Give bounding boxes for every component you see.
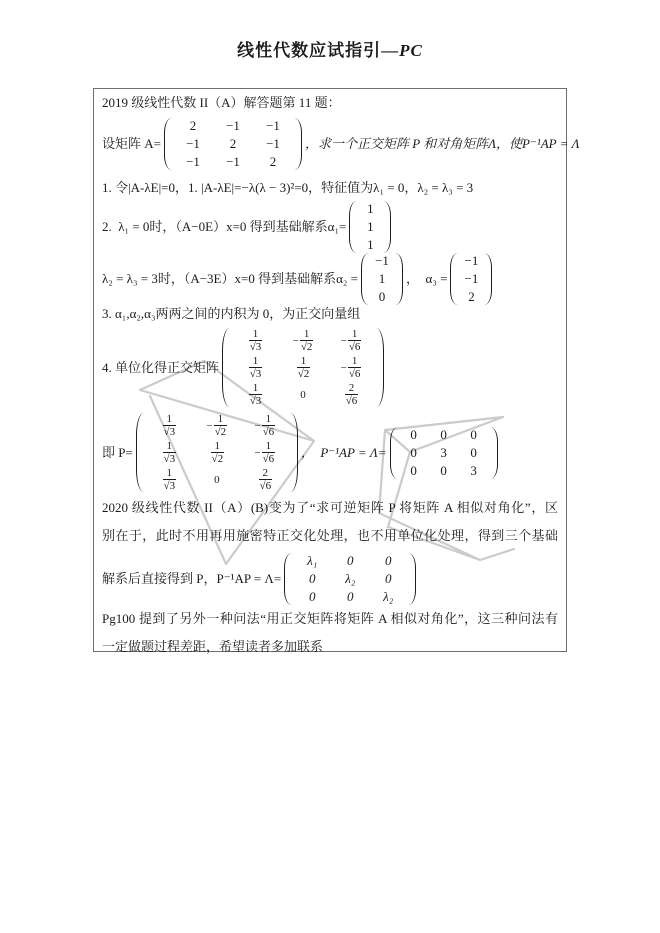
result-mid: ， P⁻¹AP = Λ= (300, 444, 387, 460)
result-pre: 即 P= (102, 444, 133, 460)
matrix-row (173, 153, 293, 171)
fraction-sign: − (254, 446, 261, 459)
fraction-denominator: √2 (300, 341, 313, 353)
left-paren (349, 201, 357, 253)
matrix-row (293, 552, 407, 570)
matrix-row (231, 354, 375, 381)
setup-post: ，求一个正交矩阵 P 和对角矩阵Λ，使P⁻¹AP = Λ (304, 136, 580, 151)
matrix-cell (231, 354, 279, 381)
answer-box (93, 88, 580, 654)
matrix-Lambda-symbolic (283, 552, 417, 606)
matrix-cell (327, 327, 375, 354)
fraction-denominator: √6 (259, 480, 272, 492)
fraction (259, 467, 273, 492)
right-paren (376, 328, 384, 407)
para2020-line2: 别在于，此时不用再用施密特正交化处理，也不用单位化处理，得到三个基础 (102, 528, 558, 543)
matrix-cell (145, 412, 193, 439)
fraction-numerator: 1 (163, 440, 177, 453)
right-paren (490, 427, 498, 479)
matrix-row (370, 252, 394, 270)
matrix-cell: λ₂ (345, 571, 356, 586)
matrix-row (231, 327, 375, 354)
matrix-row (231, 381, 375, 408)
matrix-orthonormal (221, 327, 385, 408)
fraction-numerator: 1 (297, 355, 311, 368)
vector-alpha1 (348, 200, 392, 254)
left-paren (164, 118, 172, 170)
matrix-rows (173, 117, 293, 171)
fraction-numerator: 1 (211, 440, 225, 453)
right-paren (383, 201, 391, 253)
setup-line (102, 117, 580, 171)
fraction (163, 440, 177, 465)
fraction-denominator: √3 (249, 395, 262, 407)
matrix-rows (399, 426, 489, 480)
matrix-row (370, 270, 394, 288)
matrix-cell: 1 (378, 271, 386, 286)
right-paren (408, 553, 416, 605)
matrix-rows (293, 552, 407, 606)
matrix-cell (145, 466, 193, 493)
fraction (262, 440, 276, 465)
matrix-cell: 2 (189, 118, 197, 133)
matrix-cell: 0 (384, 553, 392, 568)
matrix-cell (241, 466, 289, 493)
matrix-cell: λ₁ (307, 553, 318, 568)
fraction (300, 328, 314, 353)
fraction-denominator: √2 (214, 426, 227, 438)
para2020-line1: 2020 级线性代数 II（A）(B)变为了“求可逆矩阵 P 将矩阵 A 相似对角化”，区 (102, 500, 558, 515)
matrix-row (145, 439, 289, 466)
matrix-cell: −1 (186, 154, 200, 169)
fraction-denominator: √3 (163, 453, 176, 465)
fraction (348, 355, 362, 380)
pg100-line2: 一定做题过程差距，希望读者多加联系 (102, 639, 324, 654)
matrix-cell (193, 412, 241, 439)
matrix-row (293, 588, 407, 606)
matrix-cell: 0 (214, 473, 220, 486)
matrix-row (399, 444, 489, 462)
matrix-row (358, 200, 382, 218)
matrix-cell: 0 (440, 426, 447, 442)
matrix-cell: 3 (440, 444, 447, 460)
matrix-row (145, 412, 289, 439)
fraction-numerator: 1 (214, 413, 228, 426)
matrix-row (293, 570, 407, 588)
fraction-sign: − (340, 361, 347, 374)
vector-alpha2 (360, 252, 404, 306)
result-line (102, 412, 558, 493)
matrix-P (135, 412, 299, 493)
matrix-cell: 1 (367, 201, 374, 216)
right-paren (484, 253, 492, 305)
fraction-denominator: √6 (348, 368, 361, 380)
matrix-cell (241, 439, 289, 466)
matrix-cell: −1 (266, 136, 280, 151)
step2a-pre: 2. λ₁ = 0时，（A−0E）x=0 得到基础解系α₁= (102, 219, 347, 234)
right-paren (395, 253, 403, 305)
matrix-cell: 0 (410, 462, 417, 478)
matrix-cell: −1 (266, 118, 280, 133)
matrix-cell: 0 (300, 388, 306, 401)
matrix-rows (459, 252, 483, 306)
matrix-rows (231, 327, 375, 408)
matrix-cell: 0 (384, 571, 392, 586)
fraction-denominator: √6 (262, 426, 275, 438)
matrix-cell (279, 354, 327, 381)
left-paren (284, 553, 292, 605)
matrix-cell: 0 (308, 571, 316, 586)
matrix-cell: λ₂ (383, 589, 394, 604)
fraction-denominator: √2 (297, 368, 310, 380)
fraction-denominator: √6 (348, 341, 361, 353)
matrix-row (459, 270, 483, 288)
fraction-numerator: 2 (259, 467, 273, 480)
page-title (0, 36, 660, 61)
fraction-numerator: 1 (163, 467, 177, 480)
matrix-Lambda (389, 426, 499, 480)
step2b-mid: ， α₃ = (406, 271, 448, 286)
matrix-cell: −1 (226, 118, 240, 133)
left-paren (390, 427, 398, 479)
left-paren (222, 328, 230, 407)
fraction-denominator: √6 (345, 395, 358, 407)
fraction-denominator: √3 (163, 426, 176, 438)
fraction-numerator: 2 (345, 382, 359, 395)
fraction-denominator: √3 (249, 368, 262, 380)
matrix-cell: 0 (346, 553, 354, 568)
matrix-cell (193, 439, 241, 466)
matrix-cell: 0 (410, 444, 417, 460)
matrix-cell: 2 (269, 154, 277, 169)
matrix-row (173, 117, 293, 135)
step1-line: 1. 令|A-λE|=0，1. |A-λE|=−λ(λ − 3)²=0，特征值为λ₁ = 0，λ₂ = λ₃ = 3 (102, 180, 474, 195)
step4-pre: 4. 单位化得正交矩阵 (102, 359, 220, 375)
fraction (249, 328, 263, 353)
matrix-cell: 0 (470, 444, 477, 460)
step4-line (102, 327, 558, 408)
fraction (214, 413, 228, 438)
fraction (163, 413, 177, 438)
matrix-row (459, 252, 483, 270)
vector-alpha3 (449, 252, 493, 306)
matrix-cell: −1 (186, 136, 200, 151)
left-paren (361, 253, 369, 305)
fraction-numerator: 1 (348, 355, 362, 368)
matrix-rows (145, 412, 289, 493)
matrix-row (358, 218, 382, 236)
left-paren (450, 253, 458, 305)
matrix-cell: 0 (440, 462, 447, 478)
fraction (348, 328, 362, 353)
fraction-numerator: 1 (262, 440, 276, 453)
setup-pre: 设矩阵 A= (102, 136, 161, 151)
fraction (262, 413, 276, 438)
fraction-denominator: √3 (163, 480, 176, 492)
fraction (211, 440, 225, 465)
fraction-numerator: 1 (249, 328, 263, 341)
fraction-numerator: 1 (163, 413, 177, 426)
matrix-cell: 0 (346, 589, 354, 604)
matrix-cell: 2 (229, 136, 237, 151)
matrix-cell: 0 (470, 426, 477, 442)
matrix-cell (327, 381, 375, 408)
matrix-cell: 1 (367, 237, 374, 252)
fraction (249, 382, 263, 407)
matrix-row (399, 462, 489, 480)
page-title-suffix: PC (399, 41, 423, 60)
fraction (297, 355, 311, 380)
matrix-A (163, 117, 303, 171)
problem-heading: 2019 级线性代数 II（A）解答题第 11 题： (102, 95, 341, 110)
matrix-cell: 1 (367, 219, 374, 234)
right-paren (290, 413, 298, 492)
page-title-main: 线性代数应试指引— (237, 41, 400, 60)
matrix-cell: 3 (470, 462, 477, 478)
fraction-sign: − (340, 334, 347, 347)
matrix-rows (358, 200, 382, 254)
step3-line: 3. α₁,α₂,α₃两两之间的内积为 0，为正交向量组 (102, 306, 361, 321)
fraction-denominator: √2 (211, 453, 224, 465)
matrix-cell (327, 354, 375, 381)
matrix-cell: −1 (464, 271, 479, 286)
left-paren (136, 413, 144, 492)
fraction-denominator: √6 (262, 453, 275, 465)
matrix-cell: −1 (226, 154, 240, 169)
matrix-cell: −1 (375, 253, 389, 268)
fraction-denominator: √3 (249, 341, 262, 353)
matrix-cell (231, 381, 279, 408)
matrix-cell (145, 439, 193, 466)
para2020-line3-pre: 解系后直接得到 P，P⁻¹AP = Λ= (102, 571, 282, 586)
fraction (163, 467, 177, 492)
step2b-pre: λ₂ = λ₃ = 3时，（A−3E）x=0 得到基础解系α₂ = (102, 271, 359, 286)
matrix-cell: 0 (308, 589, 316, 604)
matrix-rows (370, 252, 394, 306)
pg100-line1: Pg100 提到了另外一种问法“用正交矩阵将矩阵 A 相似对角化”，这三种问法有 (102, 611, 558, 626)
matrix-row (173, 135, 293, 153)
fraction-sign: − (292, 334, 299, 347)
matrix-cell (279, 327, 327, 354)
fraction-numerator: 1 (262, 413, 276, 426)
matrix-cell (231, 327, 279, 354)
matrix-cell: 0 (410, 426, 417, 442)
step2b-line (102, 252, 558, 306)
matrix-cell: −1 (464, 253, 479, 268)
matrix-cell: 0 (378, 289, 386, 304)
fraction-numerator: 1 (249, 355, 263, 368)
fraction-sign: − (206, 419, 213, 432)
matrix-row (399, 426, 489, 444)
matrix-row (459, 288, 483, 306)
fraction (345, 382, 359, 407)
fraction-numerator: 1 (348, 328, 362, 341)
step2a-line (102, 200, 558, 254)
matrix-row (370, 288, 394, 306)
para2020-line3 (102, 552, 558, 606)
matrix-cell: 2 (468, 289, 475, 304)
right-paren (294, 118, 302, 170)
matrix-cell (241, 412, 289, 439)
fraction-sign: − (254, 419, 261, 432)
fraction (249, 355, 263, 380)
fraction-numerator: 1 (300, 328, 314, 341)
matrix-row (145, 466, 289, 493)
fraction-numerator: 1 (249, 382, 263, 395)
